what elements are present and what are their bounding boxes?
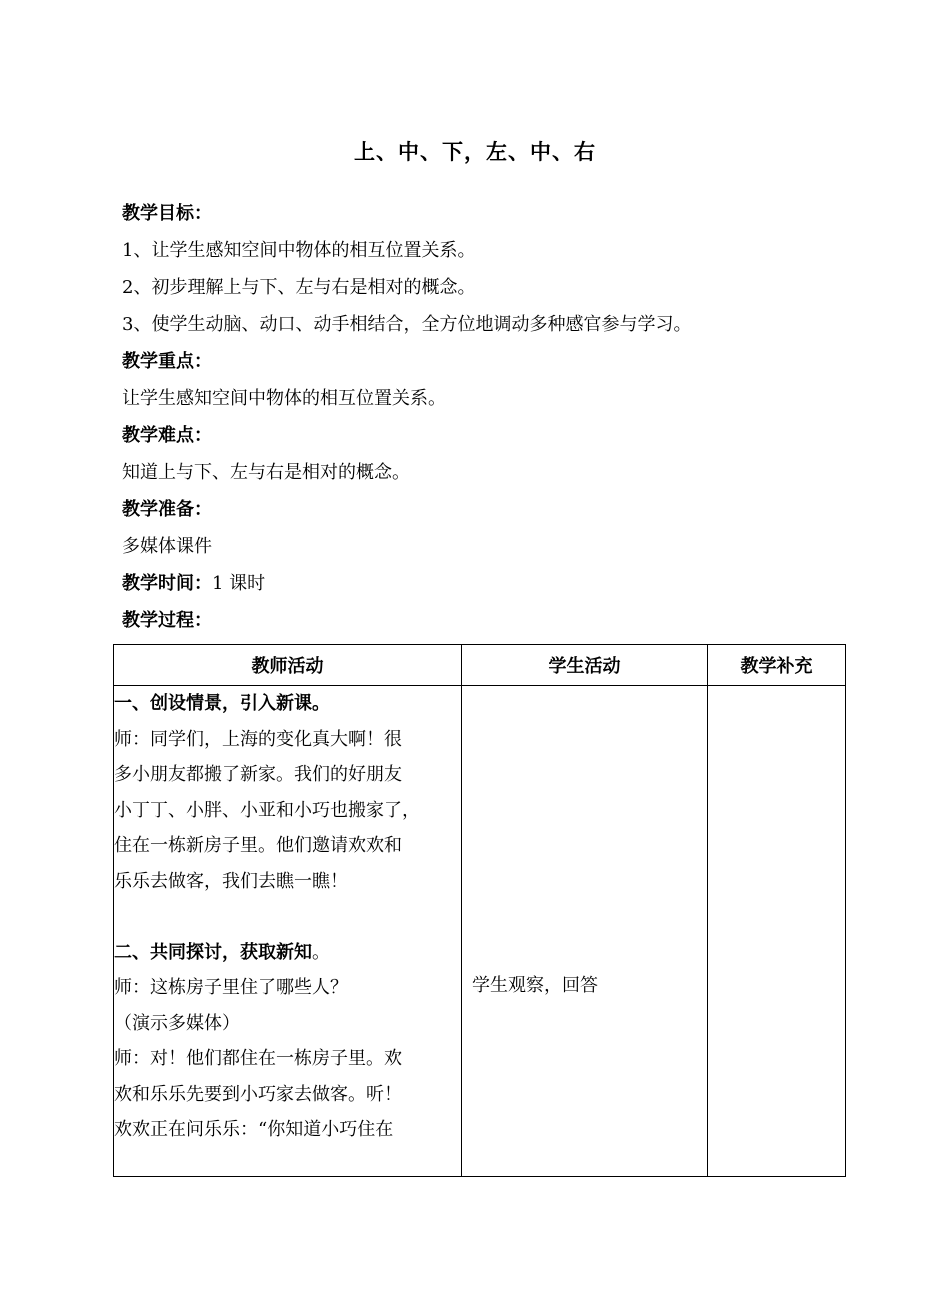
table-row — [114, 686, 846, 1177]
page-title: 上、中、下，左、中、右 — [354, 139, 596, 164]
teaching-supplement-cell — [708, 686, 846, 1177]
table-header-row — [114, 645, 846, 686]
difficulties-text: 知道上与下、左与右是相对的概念。 — [122, 462, 410, 483]
teacher-line: 师：同学们，上海的变化真大啊！很 — [114, 728, 402, 750]
teacher-line: 住在一栋新房子里。他们邀请欢欢和 — [114, 835, 402, 856]
section2-title-row — [114, 935, 461, 971]
section2-title: 二、共同探讨，获取新知 — [114, 941, 312, 963]
process-heading: 教学过程： — [122, 610, 212, 631]
key-points-heading: 教学重点： — [122, 351, 212, 372]
teacher-line: （演示多媒体） — [114, 1012, 240, 1034]
objective-item: 3、使学生动脑、动口、动手相结合，全方位地调动多种感官参与学习。 — [122, 314, 692, 335]
header-teacher-activity: 教师活动 — [114, 645, 462, 686]
section1-title: 一、创设情景，引入新课。 — [114, 693, 330, 714]
student-note: 学生观察，回答 — [472, 975, 598, 996]
lesson-info — [122, 195, 842, 639]
header-teaching-supplement: 教学补充 — [708, 645, 846, 686]
teacher-activity-cell — [114, 686, 462, 1177]
teacher-line: 师：这栋房子里住了哪些人？ — [114, 977, 348, 998]
teacher-line: 乐乐去做客，我们去瞧一瞧！ — [114, 870, 348, 892]
blank-line — [114, 899, 461, 935]
process-table — [113, 644, 846, 1177]
objectives-heading: 教学目标： — [122, 203, 212, 224]
difficulties-heading: 教学难点： — [122, 425, 212, 446]
student-activity-cell — [462, 686, 708, 1177]
teacher-line: 师：对！他们都住在一栋房子里。欢 — [114, 1048, 402, 1069]
preparation-heading: 教学准备： — [122, 499, 212, 520]
time-heading: 教学时间： — [122, 573, 212, 594]
header-student-activity: 学生活动 — [462, 645, 708, 686]
preparation-text: 多媒体课件 — [122, 536, 212, 557]
time-row — [122, 565, 842, 602]
teacher-line: 小丁丁、小胖、小亚和小巧也搬家了， — [114, 799, 420, 821]
objective-item: 2、初步理解上与下、左与右是相对的概念。 — [122, 277, 476, 298]
teacher-line: 多小朋友都搬了新家。我们的好朋友 — [114, 764, 402, 785]
section2-title-end: 。 — [312, 941, 330, 963]
objective-item: 1、让学生感知空间中物体的相互位置关系。 — [122, 240, 476, 261]
teacher-line: 欢欢正在问乐乐：“你知道小巧住在 — [114, 1119, 394, 1140]
key-points-text: 让学生感知空间中物体的相互位置关系。 — [122, 388, 446, 409]
time-value: 1 课时 — [212, 573, 266, 594]
teacher-line: 欢和乐乐先要到小巧家去做客。听！ — [114, 1083, 402, 1105]
